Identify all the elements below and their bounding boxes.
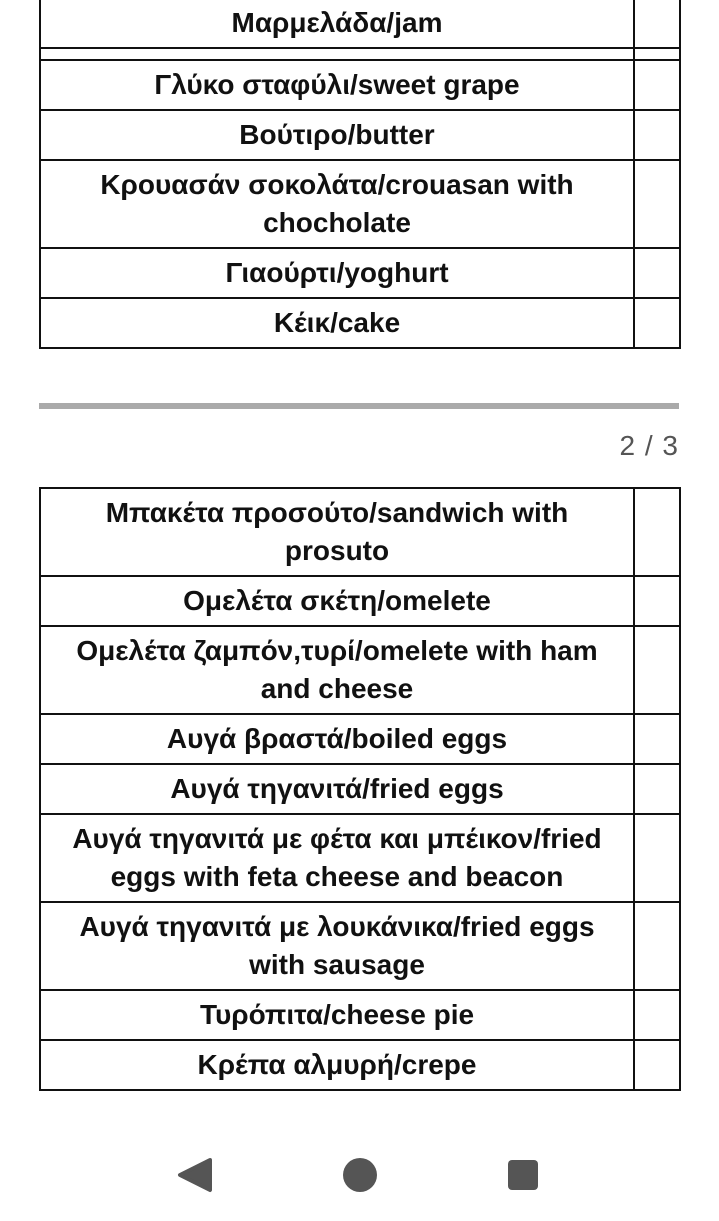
item-label: Κρουασάν σοκολάτα/crouasan with chocholate	[40, 160, 634, 248]
menu-table-page-2	[39, 487, 681, 1091]
checkbox-cell[interactable]	[634, 248, 680, 298]
table-row	[40, 60, 680, 110]
home-circle-icon[interactable]	[340, 1150, 380, 1200]
item-label: Κρέπα αλμυρή/crepe	[40, 1040, 634, 1090]
table-row	[40, 160, 680, 248]
item-label: Γλύκο σταφύλι/sweet grape	[40, 60, 634, 110]
table-row	[40, 248, 680, 298]
back-triangle-icon[interactable]	[175, 1150, 215, 1200]
checkbox-cell[interactable]	[634, 714, 680, 764]
checkbox-cell[interactable]	[634, 298, 680, 348]
checkbox-cell[interactable]	[634, 60, 680, 110]
item-label	[40, 48, 634, 60]
table-row	[40, 110, 680, 160]
checkbox-cell[interactable]	[634, 576, 680, 626]
item-label: Αυγά βραστά/boiled eggs	[40, 714, 634, 764]
checkbox-cell[interactable]	[634, 0, 680, 48]
checkbox-cell[interactable]	[634, 626, 680, 714]
table-row	[40, 990, 680, 1040]
table-row	[40, 576, 680, 626]
recents-square-icon[interactable]	[505, 1150, 541, 1200]
menu-table-page-1	[39, 0, 681, 349]
checkbox-cell[interactable]	[634, 814, 680, 902]
checkbox-cell[interactable]	[634, 1040, 680, 1090]
item-label: Μαρμελάδα/jam	[40, 0, 634, 48]
table-row	[40, 714, 680, 764]
item-label: Γιαούρτι/yoghurt	[40, 248, 634, 298]
table-row	[40, 48, 680, 60]
page-indicator: 2 / 3	[619, 430, 679, 461]
item-label: Τυρόπιτα/cheese pie	[40, 990, 634, 1040]
checkbox-cell[interactable]	[634, 48, 680, 60]
table-row	[40, 488, 680, 576]
table-row	[40, 1040, 680, 1090]
item-label: Αυγά τηγανιτά/fried eggs	[40, 764, 634, 814]
table-row	[40, 626, 680, 714]
item-label: Κέικ/cake	[40, 298, 634, 348]
item-label: Μπακέτα προσούτο/sandwich with prosuto	[40, 488, 634, 576]
table-row	[40, 902, 680, 990]
table-row	[40, 298, 680, 348]
page-divider	[39, 403, 679, 409]
checkbox-cell[interactable]	[634, 764, 680, 814]
checkbox-cell[interactable]	[634, 110, 680, 160]
item-label: Ομελέτα ζαμπόν,τυρί/omelete with ham and cheese	[40, 626, 634, 714]
checkbox-cell[interactable]	[634, 990, 680, 1040]
table-row	[40, 814, 680, 902]
checkbox-cell[interactable]	[634, 160, 680, 248]
item-label: Βούτιρο/butter	[40, 110, 634, 160]
item-label: Αυγά τηγανιτά με λουκάνικα/fried eggs with sausage	[40, 902, 634, 990]
checkbox-cell[interactable]	[634, 902, 680, 990]
item-label: Ομελέτα σκέτη/omelete	[40, 576, 634, 626]
table-row	[40, 764, 680, 814]
item-label: Αυγά τηγανιτά με φέτα και μπέικον/fried eggs with feta cheese and beacon	[40, 814, 634, 902]
table-row	[40, 0, 680, 48]
checkbox-cell[interactable]	[634, 488, 680, 576]
